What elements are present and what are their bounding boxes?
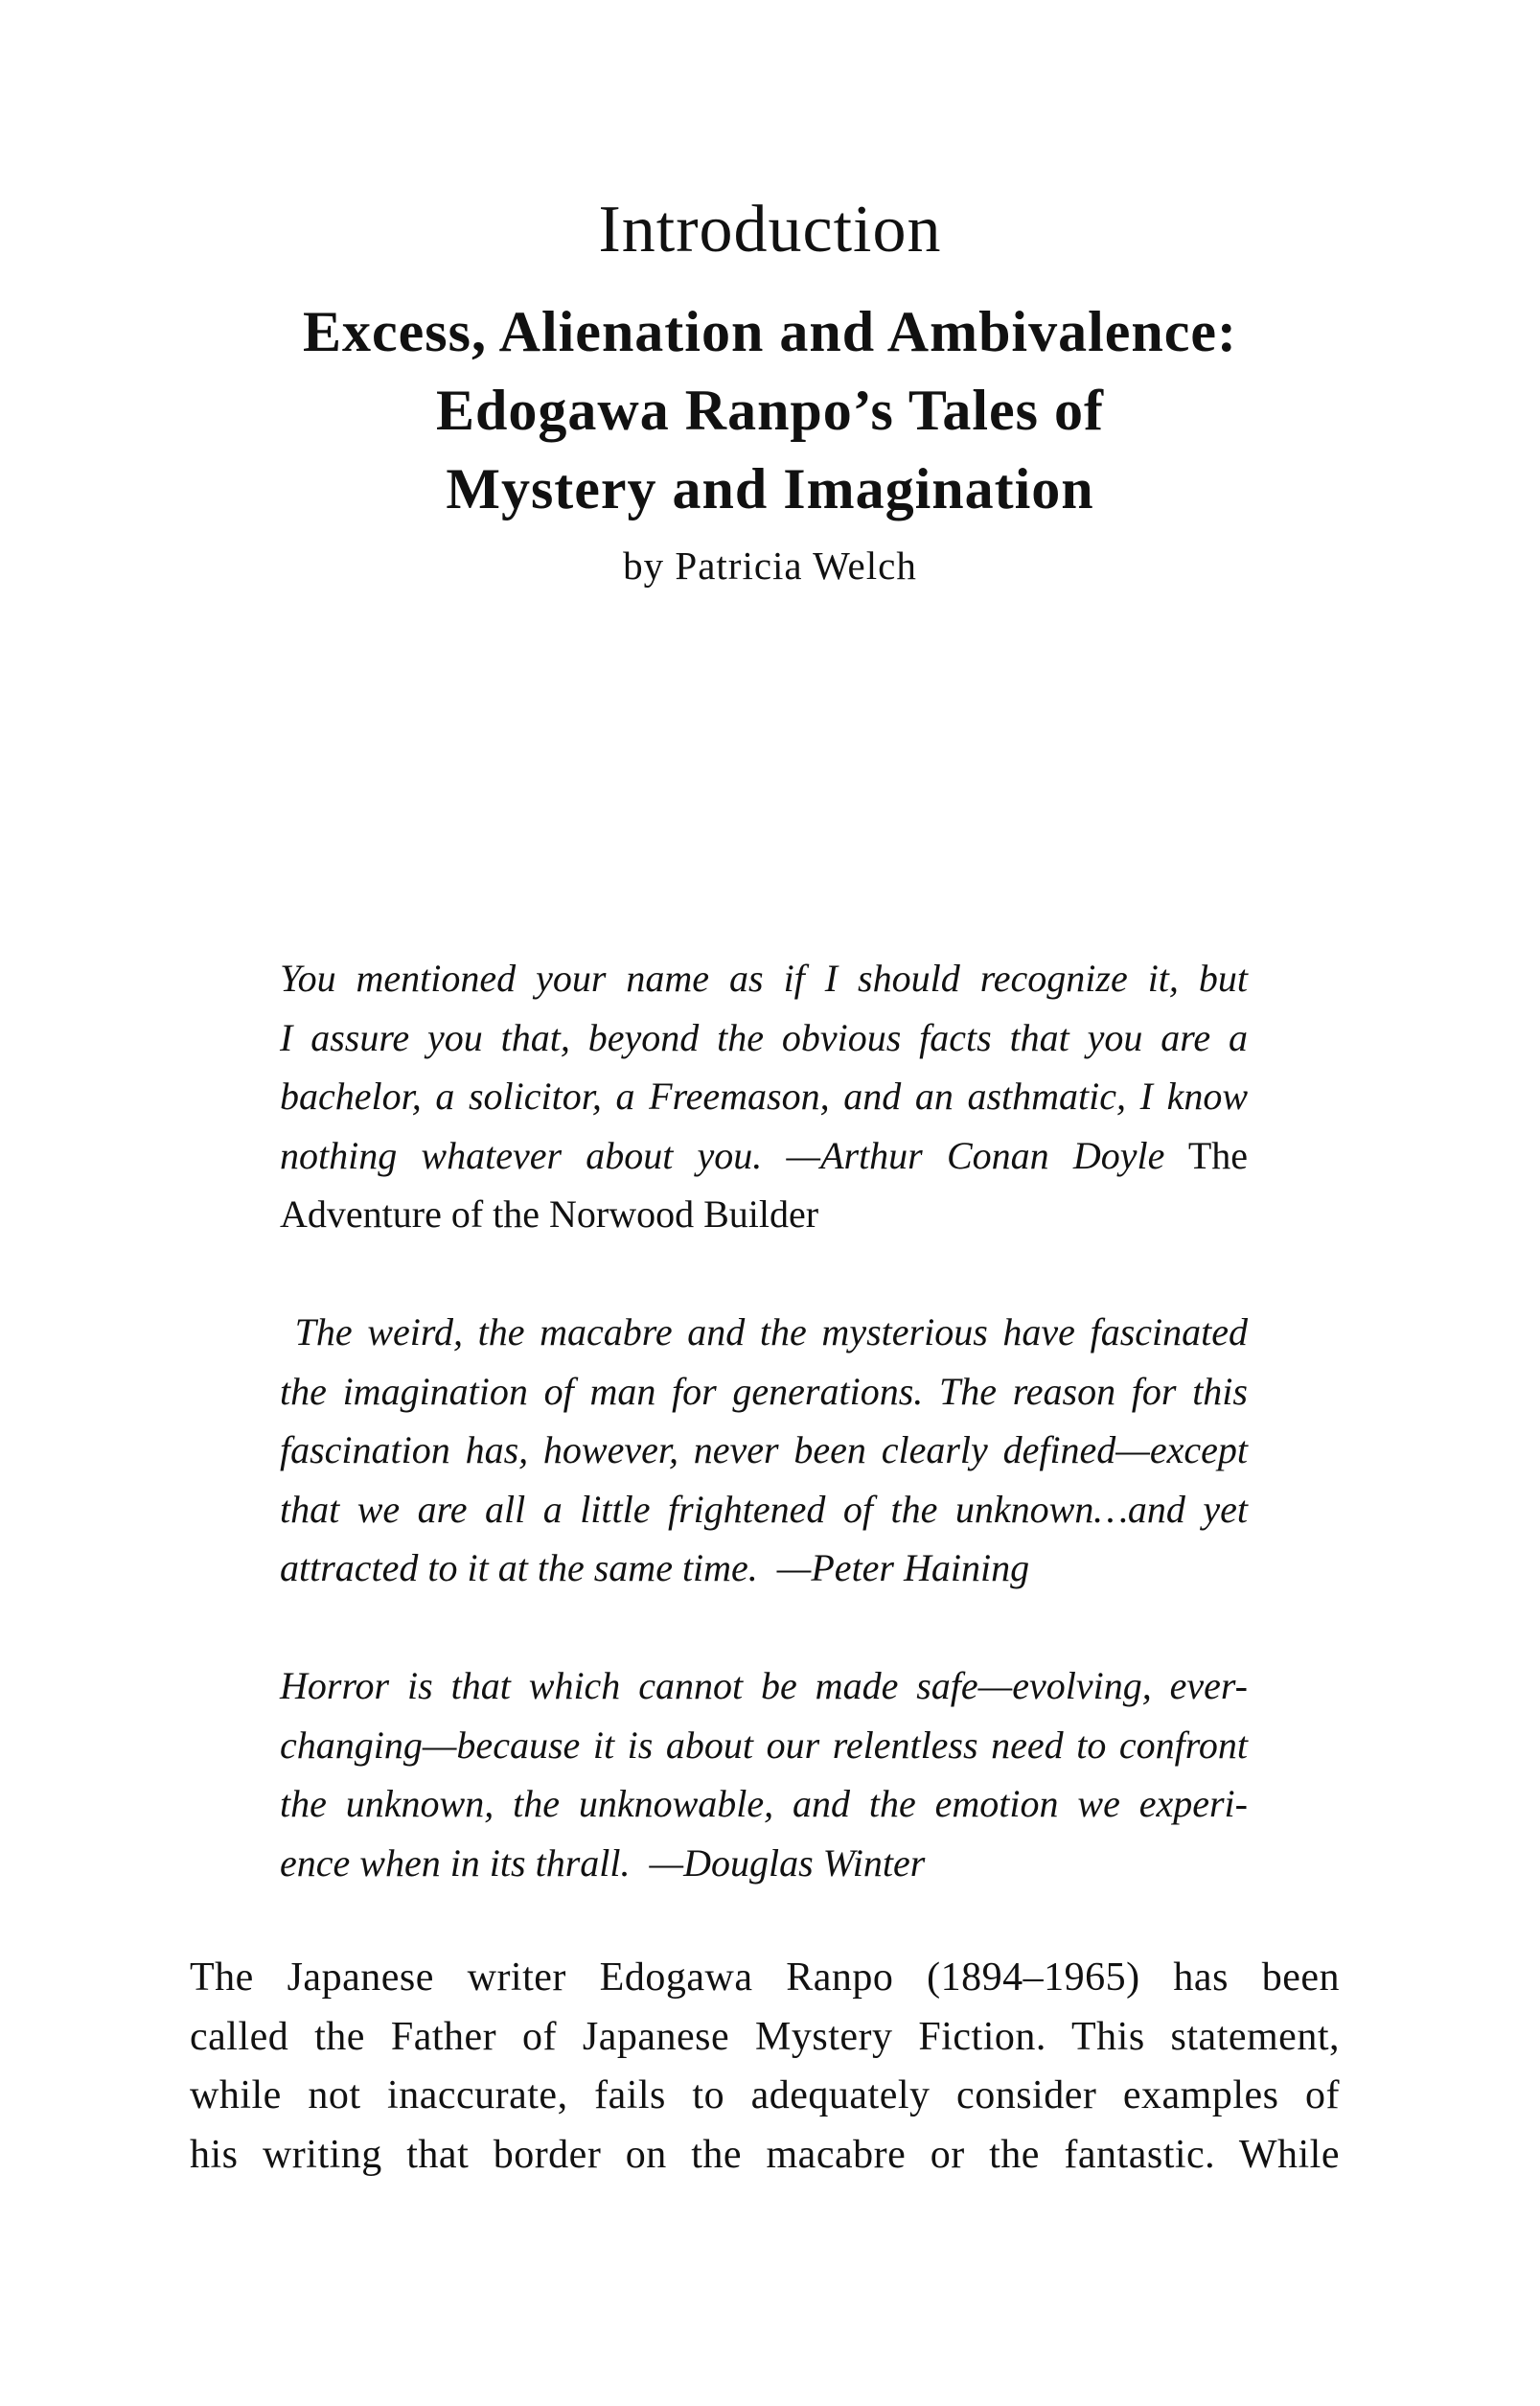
title-line: Mystery and Imagination [446, 457, 1094, 521]
epigraph-winter [280, 1656, 1248, 1892]
epigraph-line: bachelor, a solicitor, a Freemason, and an asthmatic, I know [280, 1075, 1248, 1118]
chapter-label: Introduction [598, 193, 942, 266]
title-line: Excess, Alienation and Ambivalence: [302, 300, 1238, 363]
body-paragraph [190, 1949, 1340, 2185]
epigraph-doyle [280, 949, 1248, 1244]
epigraph-haining [280, 1303, 1248, 1598]
epigraph-line: You mentioned your name as if I should recognize it, but [280, 957, 1248, 1000]
epigraph-line: The weird, the macabre and the mysterious have fascinated [280, 1310, 1248, 1353]
body-line: called the Father of Japanese Mystery Fiction. This statement, [190, 2014, 1340, 2059]
body-line: The Japanese writer Edogawa Ranpo (1894–1965) has been [190, 1955, 1340, 2000]
epigraph-source-title: The [1187, 1133, 1248, 1177]
epigraph-attribution: nothing whatever about you. —Arthur Conan Doyle [280, 1133, 1165, 1177]
epigraph-line: that we are all a little frightened of the unknown…and yet [280, 1487, 1248, 1531]
epigraph-line: Horror is that which cannot be made safe—evolving, ever- [280, 1664, 1248, 1707]
epigraph-line [280, 1126, 1248, 1186]
epigraph-line: I assure you that, beyond the obvious facts that you are a [280, 1015, 1248, 1059]
chapter-title [0, 292, 1540, 528]
epigraph-line: fascination has, however, never been clearly defined—except [280, 1428, 1248, 1471]
epigraph-line: changing—because it is about our relentless need to confront [280, 1723, 1248, 1767]
epigraph-line: the unknown, the unknowable, and the emotion we experi- [280, 1782, 1248, 1825]
title-line: Edogawa Ranpo’s Tales of [436, 379, 1104, 442]
epigraph-block [280, 949, 1248, 1952]
epigraph-attribution: ence when in its thrall. —Douglas Winter [280, 1840, 926, 1885]
epigraph-line: the imagination of man for generations. The reason for this [280, 1369, 1248, 1413]
body-line: while not inaccurate, fails to adequately consider examples of [190, 2073, 1340, 2117]
epigraph-attribution: attracted to it at the same time. —Peter Haining [280, 1546, 1030, 1589]
byline: by Patricia Welch [623, 544, 917, 588]
epigraph-source-title: Adventure of the Norwood Builder [280, 1192, 819, 1236]
body-line: his writing that border on the macabre or the fantastic. While [190, 2132, 1340, 2177]
